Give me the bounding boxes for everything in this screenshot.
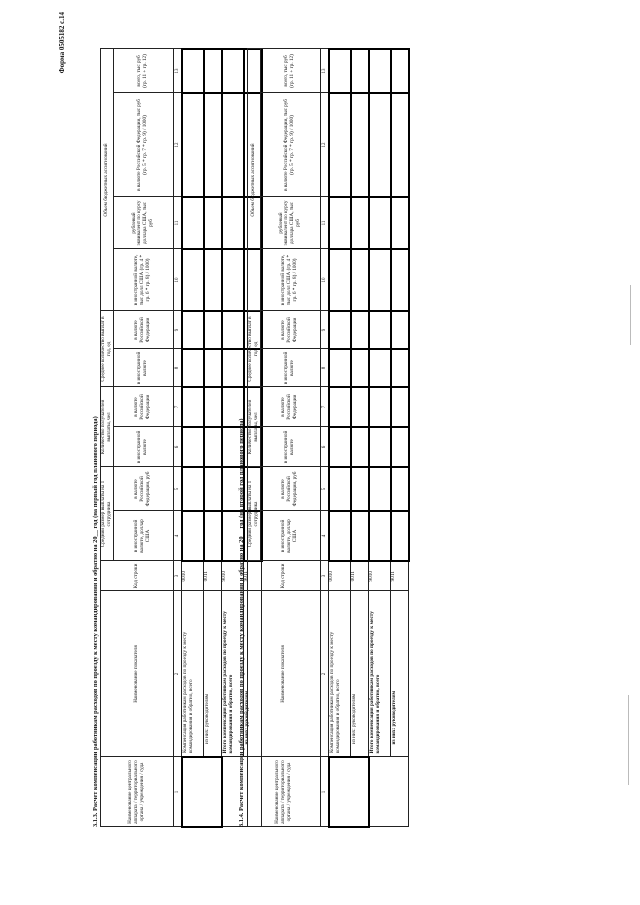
data-cell[interactable] <box>222 249 244 311</box>
data-cell[interactable] <box>182 311 204 349</box>
data-cell[interactable] <box>391 93 409 197</box>
data-cell[interactable] <box>351 249 369 311</box>
header-code: Код строки <box>101 561 174 591</box>
data-cell[interactable] <box>369 511 391 561</box>
col-number: 7 <box>320 387 329 427</box>
data-cell[interactable] <box>204 249 222 311</box>
data-cell[interactable] <box>369 311 391 349</box>
col-number: 4 <box>173 511 182 561</box>
col-number: 9 <box>173 311 182 349</box>
row-code: 0011 <box>204 561 222 591</box>
col-number: 8 <box>320 349 329 387</box>
row-code: 9010 <box>369 561 391 591</box>
data-cell[interactable] <box>329 49 351 93</box>
section-314-title: 3.1.4. Расчет компенсации работникам расходов по проезду к месту командирования и обратно на 20__ год (на второй год планового периода) <box>238 418 245 827</box>
data-cell[interactable] <box>182 249 204 311</box>
row-label: Компенсация работникам расходов по проезду к месту командирования и обратно, всего <box>182 591 204 757</box>
data-cell[interactable] <box>222 311 244 349</box>
data-cell[interactable] <box>204 93 222 197</box>
header-budget-volume: Объем бюджетных ассигнований <box>248 49 261 311</box>
col-number: 8 <box>173 349 182 387</box>
header-total: всего, тыс руб (гр. 11 + гр. 12) <box>113 49 173 93</box>
row-label: из них: руководителям <box>244 591 262 757</box>
data-cell[interactable] <box>204 197 222 249</box>
scan-artifact <box>630 285 631 345</box>
data-cell[interactable] <box>182 49 204 93</box>
data-cell[interactable] <box>351 467 369 511</box>
header-rf-currency: в валюте Российской Федерации <box>260 387 320 427</box>
row-code: 9010 <box>222 561 244 591</box>
data-cell[interactable] <box>351 511 369 561</box>
data-cell[interactable] <box>204 467 222 511</box>
header-avg-trips: Среднее количество выплат в год, ед <box>248 311 261 387</box>
data-cell[interactable] <box>391 467 409 511</box>
row-label: Компенсация работникам расходов по проезду к месту командирования и обратно, всего <box>329 591 351 757</box>
header-avg-payment: Средний размер выплаты на 1 сотрудника <box>248 467 261 561</box>
col-number: 11 <box>320 197 329 249</box>
header-vol-rub-equiv: рублевый эквивалент по курсу доллара США, тыс руб <box>113 197 173 249</box>
row-label: Итого компенсация работникам расходов по проезду к месту командирования и обратно, всего <box>222 591 244 757</box>
data-cell[interactable] <box>391 249 409 311</box>
header-vol-rf: в валюте Российской Федерации, тыс руб (гр. 5 * гр. 7 * гр. 9) / 1000) <box>260 93 320 197</box>
col-number: 1 <box>320 757 329 827</box>
data-cell[interactable] <box>351 387 369 427</box>
row-label: из них: руководителям <box>391 591 409 757</box>
data-cell[interactable] <box>182 387 204 427</box>
data-cell[interactable] <box>369 467 391 511</box>
header-vol-foreign: в иностранной валюте, тыс долл США (гр. 4 * гр. 6 * гр. 8) / 1000) <box>113 249 173 311</box>
data-cell[interactable] <box>351 311 369 349</box>
col-number: 10 <box>320 249 329 311</box>
data-cell[interactable] <box>391 49 409 93</box>
col-number: 7 <box>173 387 182 427</box>
data-cell[interactable] <box>222 349 244 387</box>
header-foreign-usd: в иностранной валюте, доллар США <box>113 511 173 561</box>
form-code: Форма 0505182 с.14 <box>58 12 66 74</box>
col-number: 13 <box>173 49 182 93</box>
header-total: всего, тыс руб (гр. 11 + гр. 12) <box>260 49 320 93</box>
header-foreign-currency: в иностранной валюте <box>260 427 320 467</box>
data-cell[interactable] <box>391 387 409 427</box>
header-indicator: Наименование показателя <box>248 591 321 757</box>
data-cell[interactable] <box>391 427 409 467</box>
data-cell[interactable] <box>182 93 204 197</box>
col-number: 1 <box>173 757 182 827</box>
col-number: 5 <box>173 467 182 511</box>
data-cell[interactable] <box>182 511 204 561</box>
data-cell[interactable] <box>222 93 244 197</box>
col-number: 6 <box>320 427 329 467</box>
row-code: 9011 <box>391 561 409 591</box>
header-indicator: Наименование показателя <box>101 591 174 757</box>
row-code: 9011 <box>244 561 262 591</box>
col-number: 13 <box>320 49 329 93</box>
header-avg-trips: Среднее количество выплат в год, ед <box>101 311 114 387</box>
data-cell[interactable] <box>369 49 391 93</box>
data-cell[interactable] <box>204 349 222 387</box>
data-cell[interactable] <box>391 511 409 561</box>
header-budget-volume: Объем бюджетных ассигнований <box>101 49 114 311</box>
header-rub: в валюте Российской Федерации, руб <box>260 467 320 511</box>
row-label: из них: руководителям <box>204 591 222 757</box>
col-number: 4 <box>320 511 329 561</box>
header-foreign-usd: в иностранной валюте, доллар США <box>260 511 320 561</box>
header-org: Наименование центрального аппарата / территориального органа / учреждения / суда <box>101 757 174 827</box>
data-cell[interactable] <box>369 387 391 427</box>
data-cell[interactable] <box>204 311 222 349</box>
data-cell[interactable] <box>351 349 369 387</box>
data-cell[interactable] <box>329 511 351 561</box>
row-code: 0010 <box>329 561 351 591</box>
header-rf-currency: в валюте Российской Федерации <box>113 387 173 427</box>
data-cell[interactable] <box>329 93 351 197</box>
row-label: Итого компенсация работникам расходов по проезду к месту командирования и обратно, всего <box>369 591 391 757</box>
header-foreign-currency: в иностранной валюте <box>113 349 173 387</box>
data-cell[interactable] <box>351 427 369 467</box>
col-number: 12 <box>320 93 329 197</box>
data-cell[interactable] <box>391 311 409 349</box>
data-cell[interactable] <box>369 249 391 311</box>
data-cell[interactable] <box>369 197 391 249</box>
data-cell[interactable] <box>182 467 204 511</box>
data-cell[interactable] <box>329 197 351 249</box>
col-number: 9 <box>320 311 329 349</box>
row-code: 0011 <box>351 561 369 591</box>
data-cell[interactable] <box>369 349 391 387</box>
data-cell[interactable] <box>329 249 351 311</box>
header-foreign-currency: в иностранной валюте <box>260 349 320 387</box>
empty-cell <box>369 757 409 827</box>
data-cell[interactable] <box>204 49 222 93</box>
row-label: из них: руководителям <box>351 591 369 757</box>
data-cell[interactable] <box>182 349 204 387</box>
data-cell[interactable] <box>222 49 244 93</box>
col-number: 5 <box>320 467 329 511</box>
data-cell[interactable] <box>329 387 351 427</box>
col-number: 10 <box>173 249 182 311</box>
data-cell[interactable] <box>329 349 351 387</box>
data-cell[interactable] <box>182 197 204 249</box>
data-cell[interactable] <box>182 427 204 467</box>
scan-artifact <box>628 695 629 785</box>
data-cell[interactable] <box>329 427 351 467</box>
data-cell[interactable] <box>391 197 409 249</box>
data-cell[interactable] <box>369 93 391 197</box>
org-input-cell[interactable] <box>329 757 369 827</box>
data-cell[interactable] <box>222 197 244 249</box>
header-vol-rub-equiv: рублевый эквивалент по курсу доллара США, тыс руб <box>260 197 320 249</box>
data-cell[interactable] <box>351 93 369 197</box>
data-cell[interactable] <box>204 511 222 561</box>
header-payments-count: Количество получателей выплаты, чел <box>101 387 114 467</box>
data-cell[interactable] <box>351 49 369 93</box>
row-code: 0010 <box>182 561 204 591</box>
data-cell[interactable] <box>351 197 369 249</box>
col-number: 2 <box>320 591 329 757</box>
data-cell[interactable] <box>204 427 222 467</box>
section-313-title: 3.1.3. Расчет компенсации работникам расходов по проезду к месту командирования и обратно на 20__ год (на первый год планового периода) <box>92 416 99 827</box>
data-cell[interactable] <box>329 311 351 349</box>
header-avg-payment: Средний размер выплаты на 1 сотрудника <box>101 467 114 561</box>
header-foreign-currency: в иностранной валюте <box>113 427 173 467</box>
header-code: Код строки <box>248 561 321 591</box>
col-number: 12 <box>173 93 182 197</box>
col-number: 3 <box>173 561 182 591</box>
org-input-cell[interactable] <box>182 757 222 827</box>
header-rf-currency: в валюте Российской Федерации <box>260 311 320 349</box>
data-cell[interactable] <box>204 387 222 427</box>
header-rf-currency: в валюте Российской Федерации <box>113 311 173 349</box>
col-number: 11 <box>173 197 182 249</box>
header-vol-rf: в валюте Российской Федерации, тыс руб (гр. 5 * гр. 7 * гр. 9) / 1000) <box>113 93 173 197</box>
section-314-table <box>247 48 410 828</box>
header-rub: в валюте Российской Федерации, руб <box>113 467 173 511</box>
header-payments-count: Количество получателей выплаты, чел <box>248 387 261 467</box>
data-cell[interactable] <box>329 467 351 511</box>
col-number: 3 <box>320 561 329 591</box>
header-vol-foreign: в иностранной валюте, тыс долл США (гр. 4 * гр. 6 * гр. 8) / 1000) <box>260 249 320 311</box>
col-number: 6 <box>173 427 182 467</box>
header-org: Наименование центрального аппарата / территориального органа / учреждения / суда <box>248 757 321 827</box>
data-cell[interactable] <box>391 349 409 387</box>
data-cell[interactable] <box>369 427 391 467</box>
col-number: 2 <box>173 591 182 757</box>
